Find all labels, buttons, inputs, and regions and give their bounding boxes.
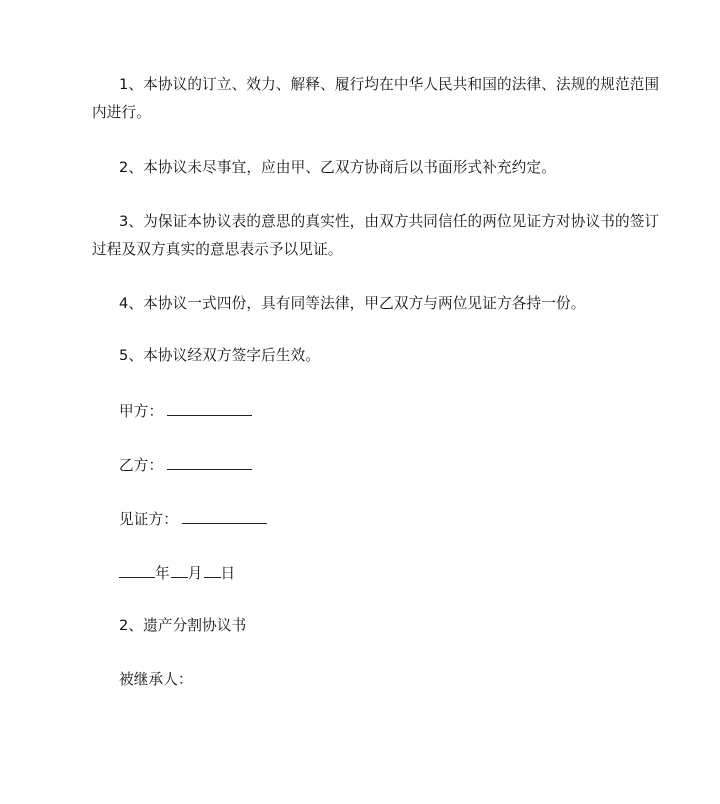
year-label: 年 [155,565,170,582]
clause-2: 2、本协议未尽事宜，应由甲、乙双方协商后以书面形式补充约定。 [119,159,557,176]
witness-label: 见证方： [119,511,178,528]
witness-blank [182,509,267,524]
clause-3-line-2: 过程及双方真实的意思表示予以见证。 [92,241,343,258]
party-a-label: 甲方： [119,403,164,420]
date-line [119,563,235,584]
day-label: 日 [220,565,236,582]
month-blank [171,563,188,578]
party-b-signature-line [119,455,252,476]
clause-3-line-1: 3、为保证本协议表的意思的真实性，由双方共同信任的两位见证方对协议书的签订 [119,213,660,230]
party-b-blank [167,455,252,470]
witness-signature-line [119,509,267,530]
party-a-blank [167,401,252,416]
next-section-title: 2、遗产分割协议书 [119,617,247,634]
clause-5: 5、本协议经双方签字后生效。 [119,347,321,364]
decedent-label: 被继承人： [119,671,193,688]
clause-4: 4、本协议一式四份，具有同等法律，甲乙双方与两位见证方各持一份。 [119,295,586,312]
year-blank [119,563,155,578]
party-a-signature-line [119,401,252,422]
party-b-label: 乙方： [119,457,164,474]
month-label: 月 [187,565,203,582]
day-blank [204,563,221,578]
clause-1-line-1: 1、本协议的订立、效力、解释、履行均在中华人民共和国的法律、法规的规范范围 [119,76,660,93]
clause-1-line-2: 内进行。 [92,104,151,121]
